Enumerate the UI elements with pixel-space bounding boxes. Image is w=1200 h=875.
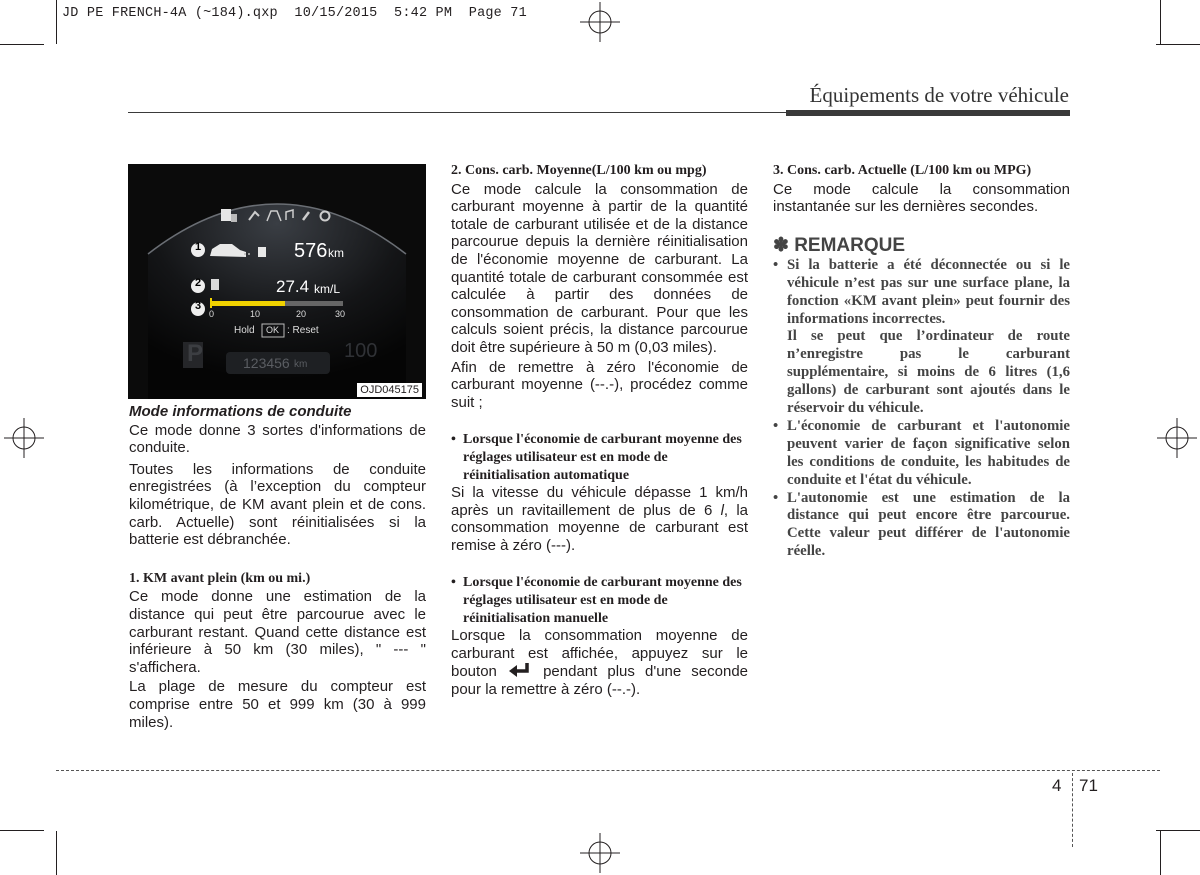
paragraph: Afin de remettre à zéro l'économie de carburant moyenne (--.-), procédez comme suit ; bbox=[451, 358, 748, 411]
scale-0: 0 bbox=[209, 309, 215, 319]
speed-value: 100 bbox=[344, 340, 378, 362]
registration-mark-icon bbox=[1157, 418, 1197, 458]
crop-mark bbox=[1156, 830, 1200, 831]
paragraph: Toutes les informations de conduite enregistrées (à l’exception du compteur kilométrique, de KM avant plein et de cons. carb. Actuelle) sont réinitialisées si la batterie est débranchée. bbox=[129, 460, 426, 549]
paragraph: Ce mode calcule la consommation instantanée sur les dernières secondes. bbox=[773, 180, 1070, 216]
crop-mark bbox=[56, 831, 57, 875]
odometer-unit: km bbox=[294, 359, 308, 370]
print-slug: JD PE FRENCH-4A (~184).qxp 10/15/2015 5:42 PM Page 71 bbox=[62, 6, 527, 21]
gear-indicator: P bbox=[187, 340, 204, 367]
registration-mark-icon bbox=[580, 2, 620, 42]
registration-mark-icon bbox=[4, 418, 44, 458]
heading-km-avant-plein: 1. KM avant plein (km ou mi.) bbox=[129, 570, 311, 586]
footer-rule bbox=[56, 770, 1160, 771]
heading-cons-moyenne: 2. Cons. carb. Moyenne(L/100 km ou mpg) bbox=[451, 163, 707, 178]
crop-mark bbox=[1156, 44, 1200, 45]
distance-unit: km bbox=[328, 246, 344, 260]
column-3 bbox=[773, 162, 1070, 561]
paragraph: Si la vitesse du véhicule dépasse 1 km/h après un ravitaillement de plus de 6 l, la consommation moyenne de carburant est remise à zéro (---). bbox=[451, 484, 748, 554]
paragraph: La plage de mesure du compteur est comprise entre 50 et 999 km (30 à 999 miles). bbox=[129, 678, 426, 731]
reset-label: : Reset bbox=[287, 325, 319, 336]
callout-3: 3 bbox=[194, 300, 202, 312]
registration-mark-icon bbox=[580, 833, 620, 873]
paragraph: Lorsque la consommation moyenne de carburant est affichée, appuyez sur le bouton pendant plus d'une seconde pour la remettre à zéro (--.-). bbox=[451, 627, 749, 699]
scale-20: 20 bbox=[296, 309, 307, 319]
callout-1: 1 bbox=[194, 241, 202, 253]
ok-label: OK bbox=[266, 325, 280, 335]
distance-value: 576 bbox=[294, 240, 328, 262]
note-item: • L'autonomie est une estimation de la distance qui peut encore être parcourue. Cette valeur peut différer de l'autonomie réelle. bbox=[773, 489, 1070, 560]
scale-30: 30 bbox=[335, 309, 346, 319]
bullet-auto-reset: • Lorsque l'économie de carburant moyenne des réglages utilisateur est en mode de réinitialisation automatique bbox=[451, 432, 742, 483]
figure-caption: Mode informations de conduite bbox=[129, 403, 352, 420]
crop-mark bbox=[56, 0, 57, 44]
figure-code: OJD045175 bbox=[357, 383, 422, 397]
crop-mark bbox=[1160, 831, 1161, 875]
section-title: Équipements de votre véhicule bbox=[809, 83, 1069, 107]
callout-2: 2 bbox=[194, 277, 202, 289]
consumption-value: 27.4 bbox=[276, 277, 310, 296]
paragraph: Ce mode calcule la consommation de carburant moyenne à partir de la quantité totale de carburant utilisée et de la distance parcourue depuis la dernière réinitialisation de l'économie moyenne de carburant. La quantité totale de carburant consommée est calculée à partir des données de consommation de carburant. Pour que les calculs soient précis, la distance parcourue doit être supérieure à 50 m (0,03 miles). bbox=[451, 180, 748, 356]
cluster-display-figure bbox=[128, 164, 426, 399]
hold-label: Hold bbox=[234, 325, 255, 336]
note-title: ✽ REMARQUE bbox=[773, 234, 906, 256]
paragraph: Ce mode donne une estimation de la distance qui peut être parcourue avec le carburant restant. Quand cette distance est inférieure à 50 km (30 miles), " --- " s'affichera. bbox=[129, 588, 426, 676]
consumption-unit: km/L bbox=[314, 282, 341, 296]
note-item: • Si la batterie a été déconnectée ou si le véhicule n’est pas sur une surface plane, la fonction «KM avant plein» peut fournir des informations incorrectes. Il se peut que l’ordinateur de route n’enregistre pas le carburant supplémentaire, si moins de 6 litres (1,6 gallons) de carburant sont ajoutés dans le réservoir du véhicule. bbox=[773, 256, 1070, 417]
bullet-manual-reset: • Lorsque l'économie de carburant moyenne des réglages utilisateur est en mode de réinitialisation manuelle bbox=[451, 575, 742, 626]
column-1 bbox=[129, 403, 426, 731]
crop-mark bbox=[1160, 0, 1161, 44]
page-number: 71 bbox=[1079, 776, 1098, 795]
odometer-value: 123456 bbox=[243, 355, 290, 371]
heading-cons-actuelle: 3. Cons. carb. Actuelle (L/100 km ou MPG) bbox=[773, 163, 1032, 178]
scale-10: 10 bbox=[250, 309, 261, 319]
chapter-number: 4 bbox=[1052, 776, 1062, 795]
header-rule bbox=[128, 112, 786, 113]
paragraph: Ce mode donne 3 sortes d'informations de conduite. bbox=[129, 421, 426, 457]
crop-mark bbox=[0, 44, 44, 45]
crop-mark bbox=[0, 830, 44, 831]
enter-button-icon bbox=[507, 662, 533, 678]
header-bar bbox=[786, 110, 1070, 116]
note-item: • L'économie de carburant et l'autonomie peuvent varier de façon significative selon les conditions de conduite, les habitudes de conduite et l'état du véhicule. bbox=[773, 417, 1070, 488]
page-number-separator bbox=[1072, 773, 1073, 847]
column-2 bbox=[451, 162, 748, 699]
